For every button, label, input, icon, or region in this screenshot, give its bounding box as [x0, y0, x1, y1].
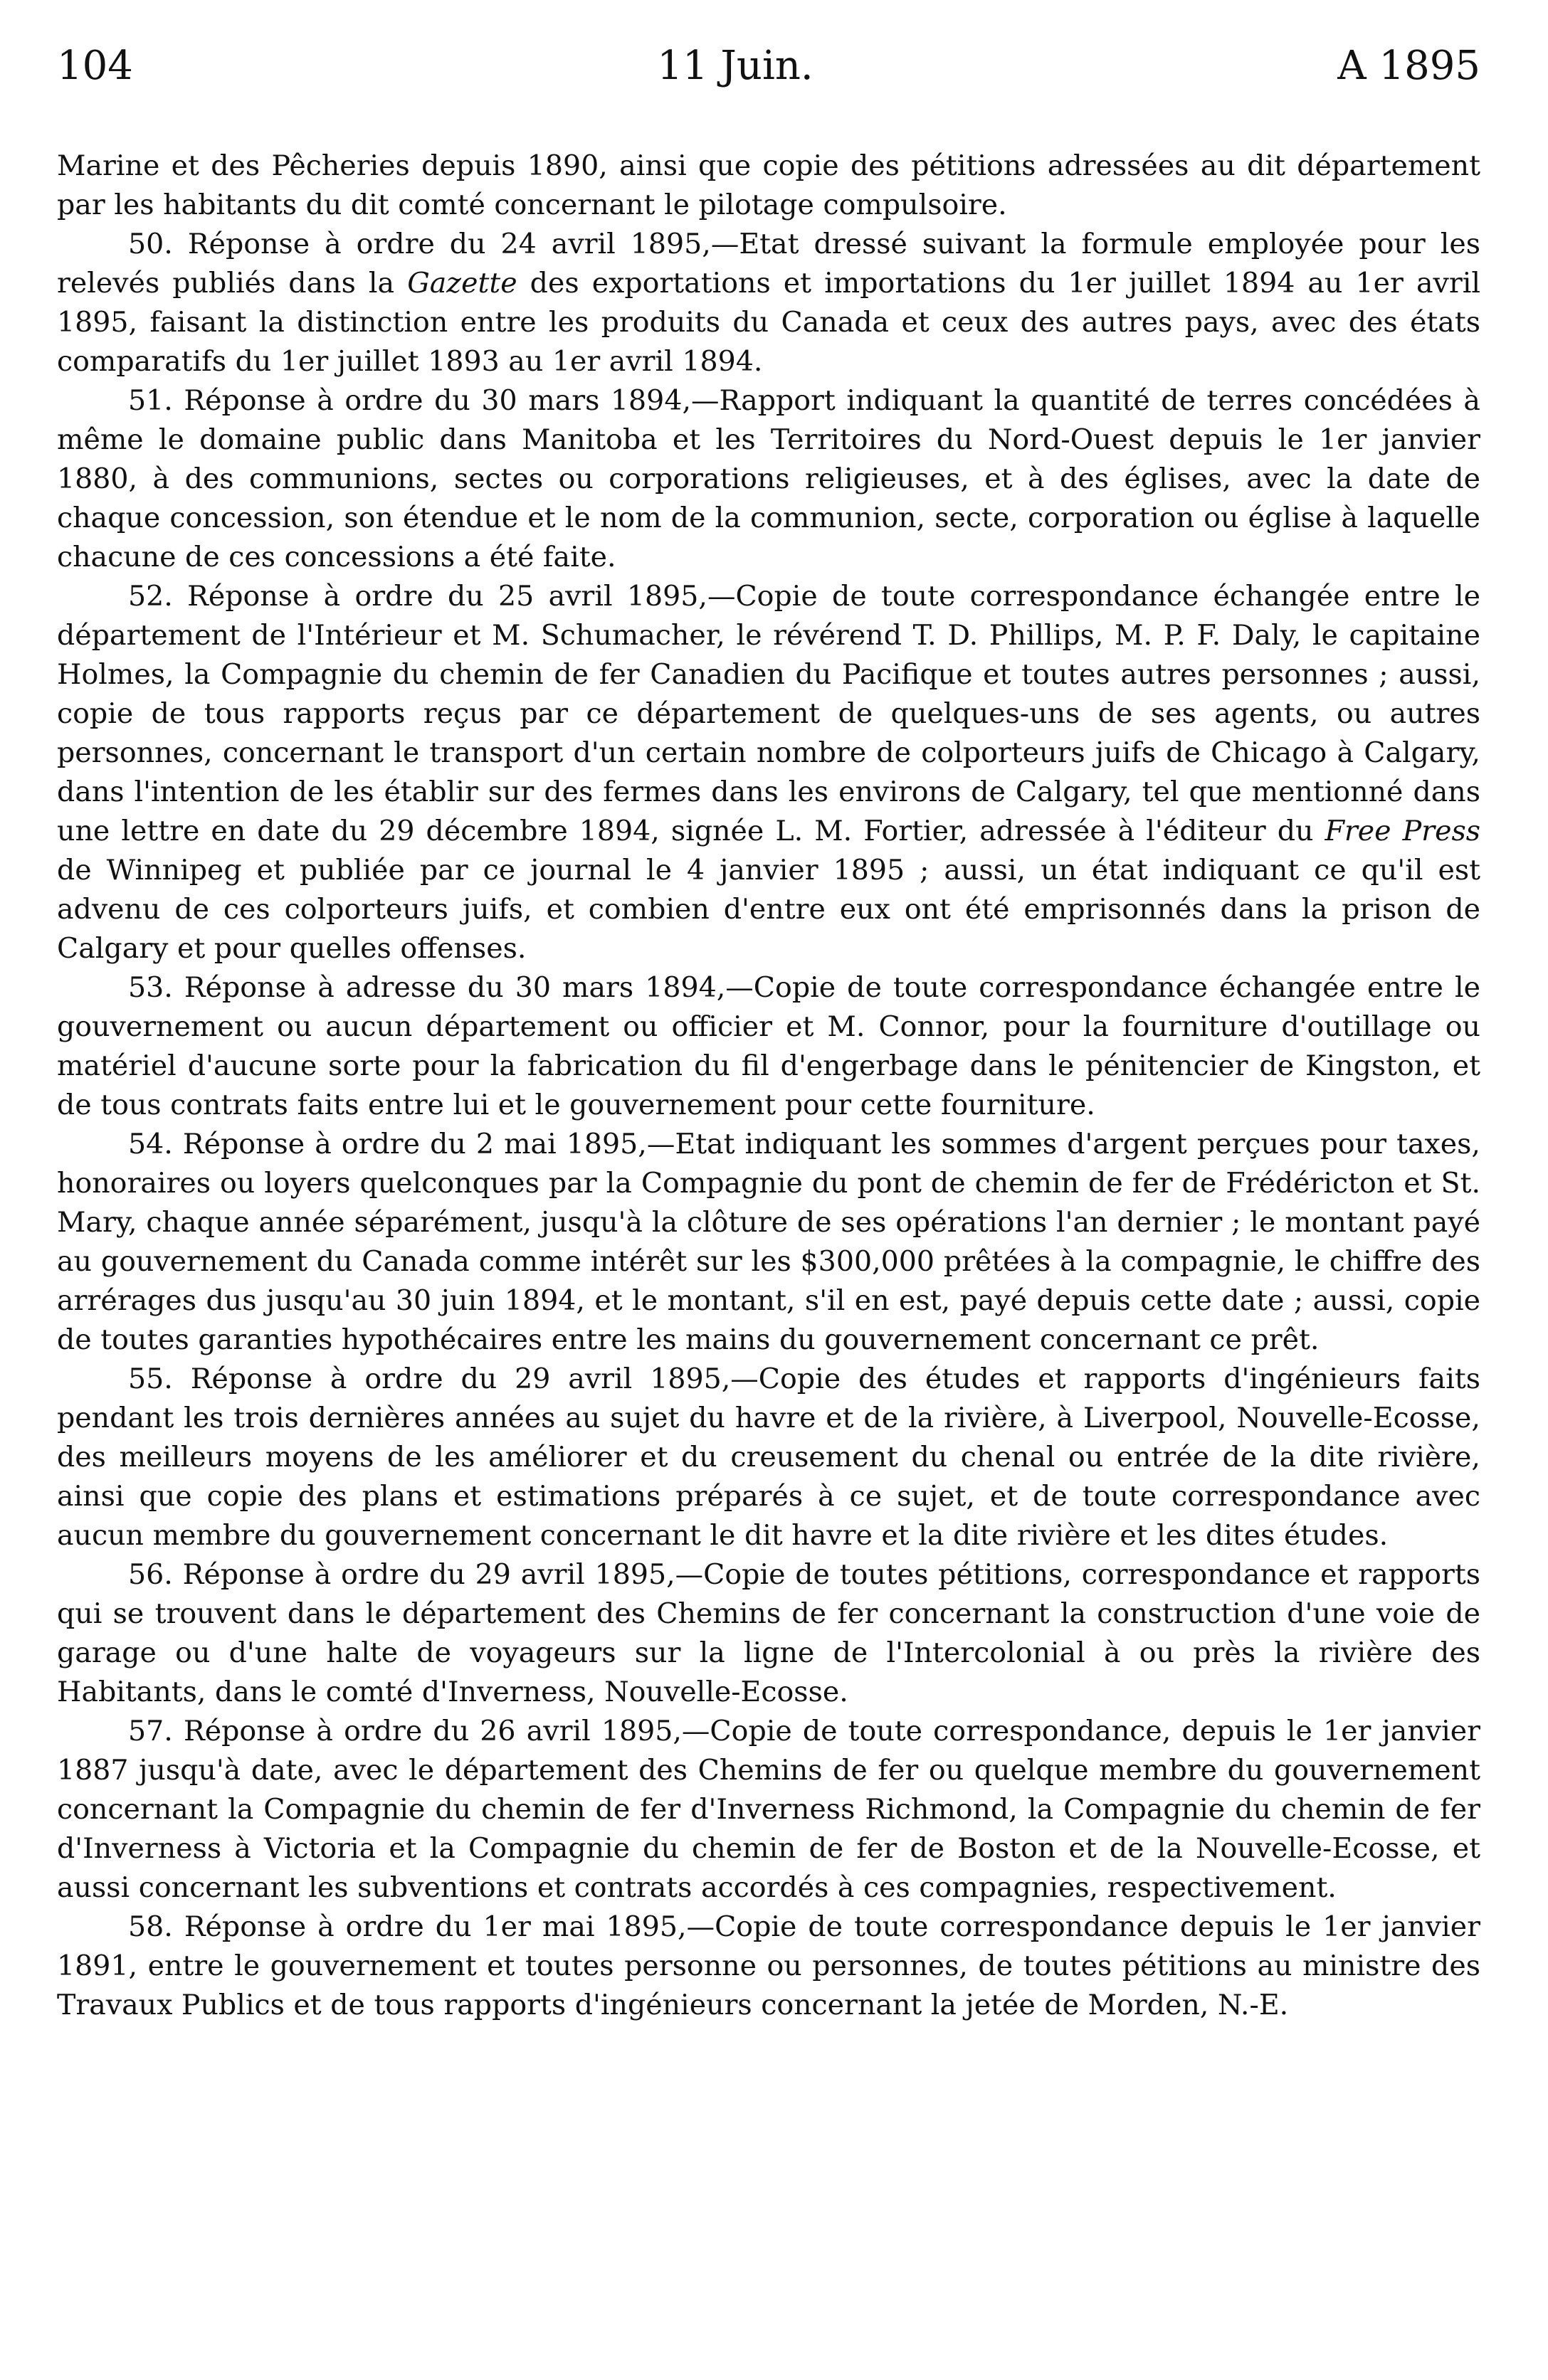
item-text: Réponse à ordre du 1er mai 1895,—Copie de toute correspondance depuis le 1er janvier 1891, entre le gouvernement et toutes personne ou personnes, de toutes pétitions au ministre des Travaux Publics et de tous rapports d'ingénieurs concernant la jetée de Morden, N.-E. [57, 1910, 1480, 2021]
item-number: 53. [128, 971, 173, 1004]
item-text: Réponse à ordre du 29 avril 1895,—Copie des études et rapports d'ingénieurs faits pendant les trois dernières années au sujet du havre et de la rivière, à Liverpool, Nouvelle-Ecosse, des meilleurs moyens de les améliorer et du creusement du chenal ou entrée de la dite rivière, ainsi que copie des plans et estimations préparés à ce sujet, et de toute correspondance avec aucun membre du gouvernement concernant le dit havre et la dite rivière et les dites études. [57, 1363, 1480, 1552]
item-text-italic: Gazette [407, 267, 517, 300]
item-55 [57, 1360, 1480, 1555]
item-56 [57, 1555, 1480, 1712]
item-number: 54. [128, 1128, 173, 1160]
item-52 [57, 577, 1480, 968]
item-text-italic: Free Press [1325, 815, 1480, 847]
item-number: 51. [128, 384, 173, 417]
item-number: 57. [128, 1715, 173, 1747]
paragraph-text: Marine et des Pêcheries depuis 1890, ainsi que copie des pétitions adressées au dit département par les habitants du dit comté concernant le pilotage compulsoire. [57, 149, 1480, 221]
item-text: Réponse à ordre du 30 mars 1894,—Rapport indiquant la quantité de terres concédées à même le domaine public dans Manitoba et les Territoires du Nord-Ouest depuis le 1er janvier 1880, à des communions, sectes ou corporations religieuses, et à des églises, avec la date de chaque concession, son étendue et le nom de la communion, secte, corporation ou église à laquelle chacune de ces concessions a été faite. [57, 384, 1480, 573]
header-year: A 1895 [1337, 43, 1480, 89]
item-text: des exportations et importations du 1er juillet 1894 au 1er avril 1895, faisant la distinction entre les produits du Canada et ceux des autres pays, avec des états comparatifs du 1er juillet 1893 au 1er avril 1894. [57, 267, 1480, 378]
item-53 [57, 968, 1480, 1125]
item-50 [57, 225, 1480, 381]
header-date: 11 Juin. [657, 43, 814, 89]
item-text: Réponse à ordre du 29 avril 1895,—Copie de toutes pétitions, correspondance et rapports qui se trouvent dans le département des Chemins de fer concernant la construction d'une voie de garage ou d'une halte de voyageurs sur la ligne de l'Intercolonial à ou près la rivière des Habitants, dans le comté d'Inverness, Nouvelle-Ecosse. [57, 1558, 1480, 1708]
item-57 [57, 1712, 1480, 1908]
item-58 [57, 1908, 1480, 2025]
item-number: 56. [128, 1558, 173, 1591]
item-number: 58. [128, 1910, 173, 1943]
item-text: Réponse à adresse du 30 mars 1894,—Copie de toute correspondance échangée entre le gouvernement ou aucun département ou officier et M. Connor, pour la fourniture d'outillage ou matériel d'aucune sorte pour la fabrication du fil d'engerbage dans le pénitencier de Kingston, et de tous contrats faits entre lui et le gouvernement pour cette fourniture. [57, 971, 1480, 1121]
item-text: Réponse à ordre du 25 avril 1895,—Copie de toute correspondance échangée entre le département de l'Intérieur et M. Schumacher, le révérend T. D. Phillips, M. P. F. Daly, le capitaine Holmes, la Compagnie du chemin de fer Canadien du Pacifique et toutes autres personnes ; aussi, copie de tous rapports reçus par ce département de quelques-uns de ses agents, ou autres personnes, concernant le transport d'un certain nombre de colporteurs juifs de Chicago à Calgary, dans l'intention de les établir sur des fermes dans les environs de Calgary, tel que mentionné dans une lettre en date du 29 décembre 1894, signée L. M. Fortier, adressée à l'éditeur du [57, 580, 1480, 847]
document-page [57, 43, 1480, 2025]
item-number: 55. [128, 1363, 173, 1395]
item-54 [57, 1125, 1480, 1360]
body-text [57, 147, 1480, 2025]
item-number: 50. [128, 228, 173, 260]
page-number: 104 [57, 43, 133, 89]
item-number: 52. [128, 580, 173, 613]
continuation-paragraph [57, 147, 1480, 225]
page-header [57, 43, 1480, 111]
item-text: Réponse à ordre du 26 avril 1895,—Copie de toute correspondance, depuis le 1er janvier 1887 jusqu'à date, avec le département des Chemins de fer ou quelque membre du gouvernement concernant la Compagnie du chemin de fer d'Inverness Richmond, la Compagnie du chemin de fer d'Inverness à Victoria et la Compagnie du chemin de fer de Boston et de la Nouvelle-Ecosse, et aussi concernant les subventions et contrats accordés à ces compagnies, respectivement. [57, 1715, 1481, 1904]
item-51 [57, 381, 1480, 577]
item-text: de Winnipeg et publiée par ce journal le 4 janvier 1895 ; aussi, un état indiquant ce qu'il est advenu de ces colporteurs juifs, et combien d'entre eux ont été emprisonnés dans la prison de Calgary et pour quelles offenses. [57, 854, 1480, 965]
item-text: Réponse à ordre du 24 avril 1895,—Etat dressé suivant la formule employée pour les relevés publiés dans la [57, 228, 1480, 300]
item-text: Réponse à ordre du 2 mai 1895,—Etat indiquant les sommes d'argent perçues pour taxes, honoraires ou loyers quelconques par la Compagnie du pont de chemin de fer de Frédéricton et St. Mary, chaque année séparément, jusqu'à la clôture de ses opérations l'an dernier ; le montant payé au gouvernement du Canada comme intérêt sur les $300,000 prêtées à la compagnie, le chiffre des arrérages dus jusqu'au 30 juin 1894, et le montant, s'il en est, payé depuis cette date ; aussi, copie de toutes garanties hypothécaires entre les mains du gouvernement concernant ce prêt. [57, 1128, 1480, 1356]
